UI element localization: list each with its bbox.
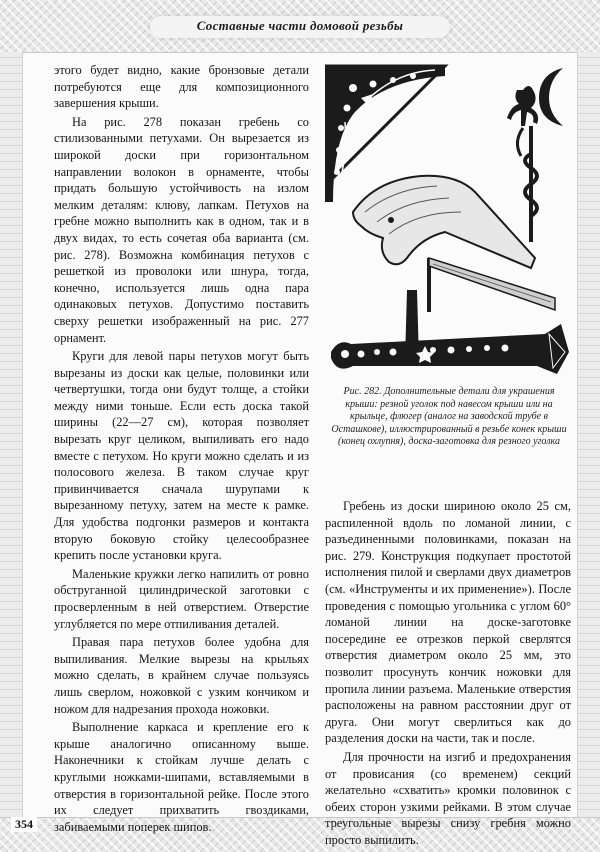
paragraph: Правая пара петухов более удобна для выпиливания. Мелкие вырезы на крыльях можно сделать, в крайнем случае пользуясь лишь сверлом, ножовкой с узким кончиком и ножом для надрезания прохода ножовки. — [54, 635, 309, 716]
paragraph: Для прочности на изгиб и предохранения от провисания (со временем) секций желательно «схватить» кромки половинок с обеих сторон узкими рейками. В этом случае треугольные вырезы снизу гребня можно просто выпилить. — [325, 749, 571, 847]
right-ornament-border — [577, 52, 600, 818]
left-text-column — [54, 62, 309, 837]
paragraph: На рис. 278 показан гребень со стилизованными петухами. Он вырезается из широкой доски при горизонтальном направлении волокон в орнаменте, чтобы придать большую устойчивость на излом мелким деталям: клюву, лапкам. Петухов на гребне можно выполнить как в одном, так и в двух видах, то есть сочетая оба варианта (см. рис. 278). Возможна комбинация петухов с решеткой из проволоки или шнура, тогда, конечно, используется лишь одна пара одинаковых петухов. Допустимо поставить сверху решетки изображенный на рис. 277 орнамент. — [54, 114, 309, 345]
left-ornament-border — [0, 52, 23, 818]
paragraph: этого будет видно, какие бронзовые детали потребуются еще для композиционного завершения крыши. — [54, 63, 309, 111]
paragraph: Маленькие кружки легко напилить от ровно обструганной цилиндрической заготовки с просверленным в ней отверстием. Отверстие углубляется по мере отпиливания деталей. — [54, 566, 309, 631]
paragraph: Гребень из доски шириною около 25 см, распиленной вдоль по ломаной линии, с разъединенными половинками, показан на рис. 279. Конструкция подкупает простотой исполнения пилой и сверлами двух диаметров (см. «Инструменты и их применение»). После проведения с помощью угольника с углом 60° ломаной линии на доске-заготовке посередине ее отрезков перкой сверлятся отверстия диаметром около 25 мм, это позволит просунуть кончик ножовки для пропила линии разъема. Маленькие отверстия расположены на равном расстоянии друг от друга. Они могут сверлиться как до разделения доски на части, так и после. — [325, 499, 571, 746]
paragraph: Круги для левой пары петухов могут быть вырезаны из доски как целые, половинки или четвертушки, тогда они будут толще, а стойки между ними тоньше. Если есть доска такой ширины (22—27 см), которая позволяет вырезать круг целиком, выпиливать его надо вместе с петухом. Но круги можно сделать и из полосового железа. В таком случае круг привинчивается сначала шурупами к вырезанному петуху, затем на месте к рамке. Для удобства подгонки размеров и контакта вторую боковую стойку целесообразнее крепить после установки круга. — [54, 349, 309, 563]
figure-282-illustration — [325, 62, 571, 384]
paragraph: Выполнение каркаса и крепление его к крыше аналогично описанному выше. Наконечники к стойкам лучше делать с круглыми ножками-шипами, вставляемыми в отверстия в горизонтальной рейке. После этого их следует прихватить гвоздиками, забиваемыми поперек шипов. — [54, 720, 309, 834]
figure-number: Рис. 282. — [343, 386, 382, 397]
page-number: 354 — [11, 817, 37, 832]
figure-caption — [331, 386, 567, 449]
right-text-column — [325, 498, 571, 850]
weathervane-illustration — [507, 68, 563, 242]
figure-caption-text: Дополнительные детали для украшения крыши: резной уголок под навесом крыши или на крыльце, флюгер (аналог на заводской трубе в Осташкове), иллюстрированный в резьбе конек крыши (конец охлупня), доска-заготовка для резного уголка — [331, 386, 567, 448]
running-title: Составные части домовой резьбы — [196, 18, 404, 33]
